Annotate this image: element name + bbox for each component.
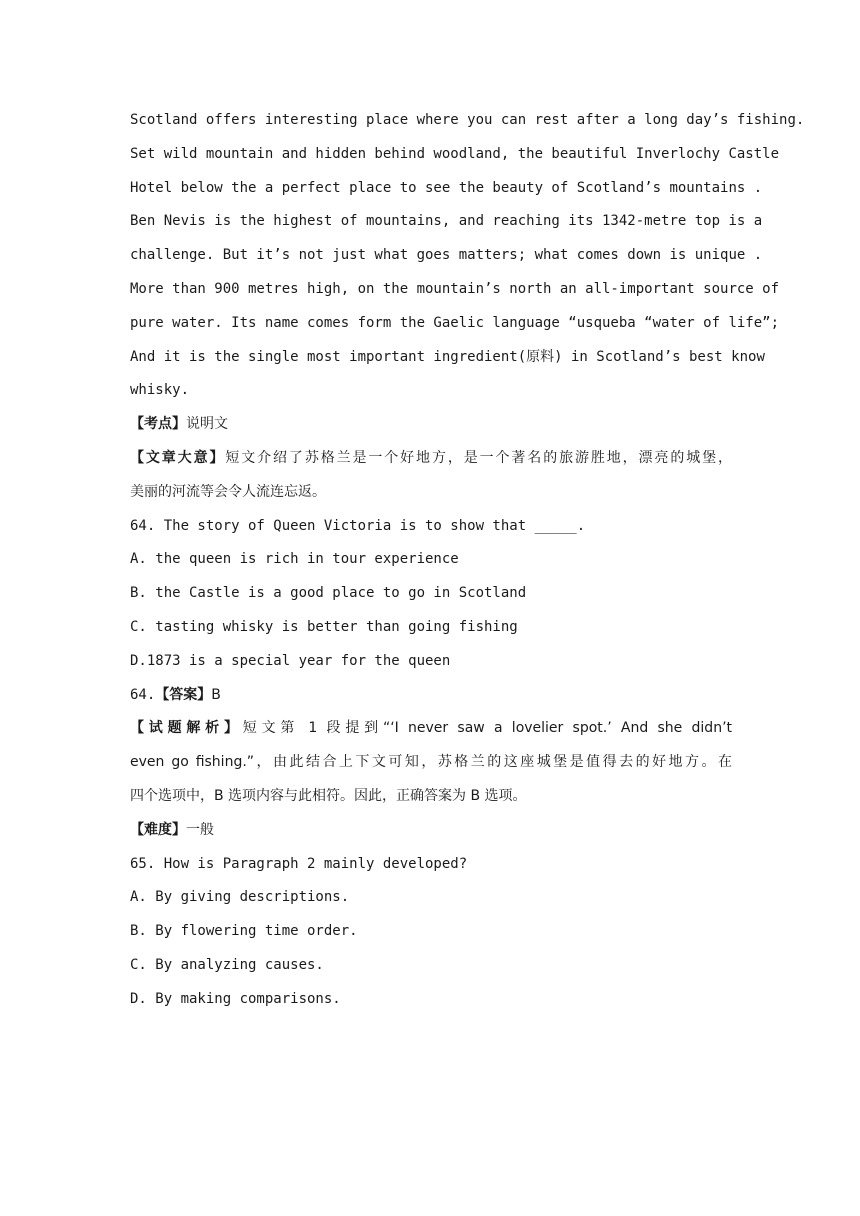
passage-line: More than 900 metres high, on the mountain’s north an all-important source of <box>130 280 780 297</box>
kaodian-label: 【考点】 <box>130 416 186 433</box>
passage <box>130 104 805 408</box>
q64-difficulty-row <box>130 814 732 848</box>
passage-line: challenge. But it’s not just what goes matters; what comes down is unique . <box>130 247 763 264</box>
q64-analysis-line3: 四个选项中，B 选项内容与此相符。因此，正确答案为 B 选项。 <box>130 787 527 804</box>
kaodian-row <box>130 408 732 442</box>
passage-line: whisky. <box>130 382 190 399</box>
passage-line: Ben Nevis is the highest of mountains, and reaching its 1342-metre top is a <box>130 213 763 230</box>
q64-option-b: B. the Castle is a good place to go in Scotland <box>130 585 527 602</box>
q64-option-a: A. the queen is rich in tour experience <box>130 551 459 568</box>
q65-option-c: C. By analyzing causes. <box>130 956 324 973</box>
q65-option-d: D. By making comparisons. <box>130 990 341 1007</box>
q64-analysis-row <box>130 712 732 746</box>
q64-answer-value: B <box>211 686 221 703</box>
kaodian-value: 说明文 <box>186 416 228 433</box>
q64-answer-prefix: 64. <box>130 686 156 703</box>
passage-line: Hotel below the a perfect place to see the beauty of Scotland’s mountains . <box>130 179 763 196</box>
summary-text-line1: 短文介绍了苏格兰是一个好地方，是一个著名的旅游胜地，漂亮的城堡， <box>225 449 733 466</box>
passage-line: And it is the single most important ingredient(原料) in Scotland’s best know <box>130 348 765 365</box>
q64-difficulty-label: 【难度】 <box>130 821 186 838</box>
summary-text-line2: 美丽的河流等会令人流连忘返。 <box>130 483 326 500</box>
q64-answer-label: 【答案】 <box>155 686 212 703</box>
question-65: 65. How is Paragraph 2 mainly developed? <box>130 855 468 872</box>
q64-option-c: C. tasting whisky is better than going fishing <box>130 618 518 635</box>
passage-line: Scotland offers interesting place where you can rest after a long day’s fishing. <box>130 112 805 128</box>
passage-line: pure water. Its name comes form the Gaelic language “usqueba “water of life”; <box>130 314 780 331</box>
summary-row <box>130 442 732 476</box>
q64-answer-row <box>130 679 732 713</box>
q64-analysis-label: 【试题解析】 <box>130 720 243 737</box>
passage-line: Set wild mountain and hidden behind woodland, the beautiful Inverlochy Castle <box>130 145 780 162</box>
q65-option-b: B. By flowering time order. <box>130 923 358 940</box>
q64-option-d: D.1873 is a special year for the queen <box>130 652 451 669</box>
q64-analysis-line2: even go fishing.”，由此结合上下文可知，苏格兰的这座城堡是值得去的好地方。在 <box>130 754 732 771</box>
question-64: 64. The story of Queen Victoria is to show that _____. <box>130 517 586 534</box>
q64-analysis-line1: 短文第 1 段提到“‘I never saw a lovelier spot.’ And she didn’t <box>242 720 733 737</box>
q64-difficulty-value: 一般 <box>186 821 214 838</box>
summary-label: 【文章大意】 <box>130 449 226 466</box>
q65-option-a: A. By giving descriptions. <box>130 889 350 906</box>
document-page <box>130 104 805 1017</box>
